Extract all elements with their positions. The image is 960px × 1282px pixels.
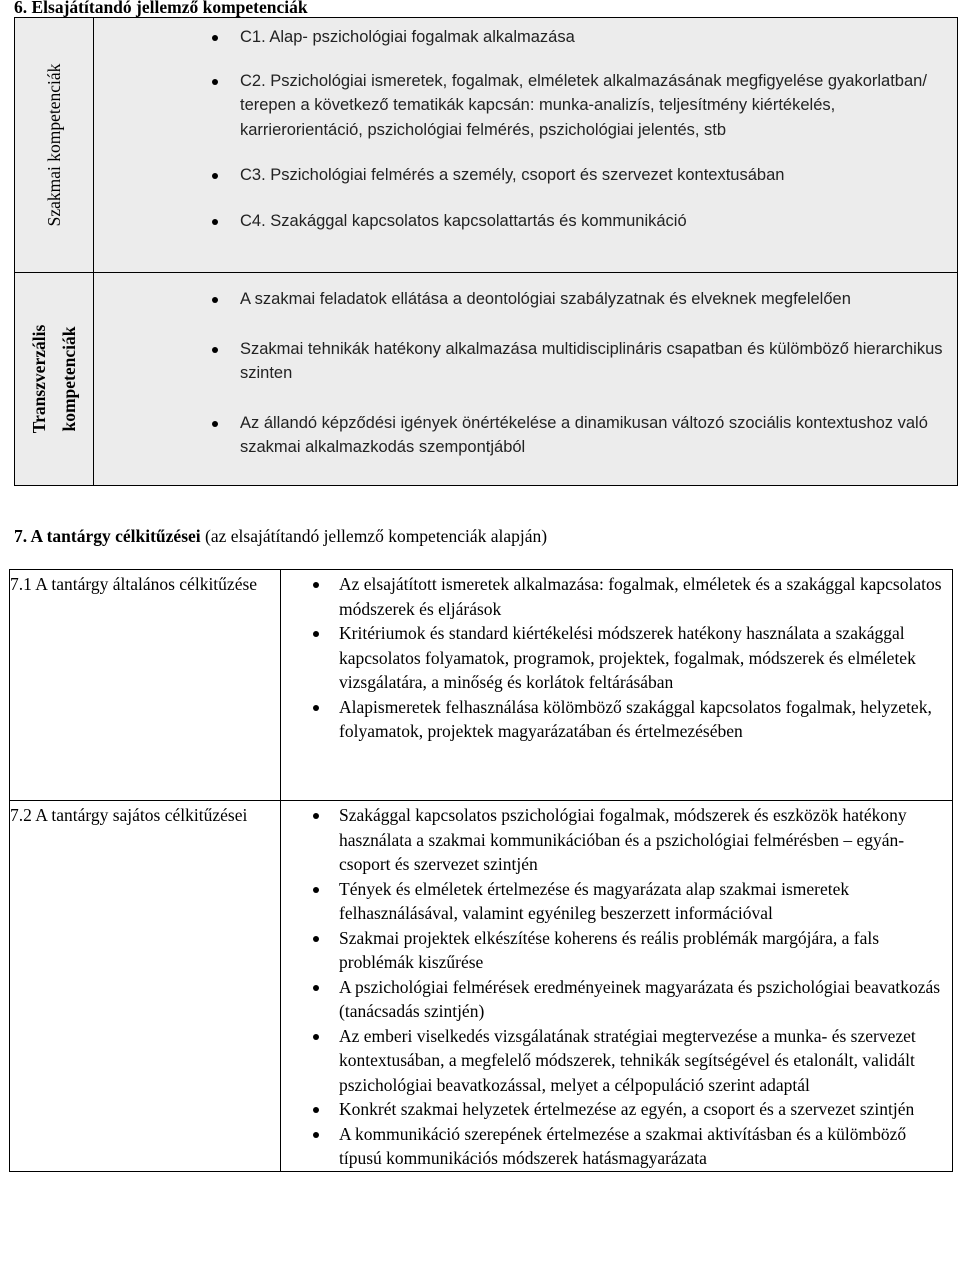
list-item: C3. Pszichológiai felmérés a személy, csoport és szervezet kontextusában	[94, 163, 957, 188]
professional-competencies-label: Szakmai kompetenciák	[44, 63, 64, 227]
transversal-competencies-list	[94, 273, 957, 460]
general-objective-row	[10, 570, 953, 801]
specific-objectives-row	[10, 801, 953, 1172]
professional-competencies-list-cell	[94, 18, 958, 273]
transversal-competencies-label	[24, 324, 84, 433]
transversal-label-cell	[15, 273, 94, 486]
list-item: Szakmai projektek elkészítése koherens és reális problémák margójára, a fals problémák kiszűrése	[281, 926, 952, 975]
section-7-title-bold: 7. A tantárgy célkitűzései	[14, 526, 201, 546]
list-item: C4. Szakággal kapcsolatos kapcsolattartás és kommunikáció	[94, 209, 957, 234]
specific-objectives-list-cell	[281, 801, 953, 1172]
list-item: Alapismeretek felhasználása kölömböző szakággal kapcsolatos fogalmak, helyzetek, folyamatok, projektek magyarázatában és értelmezésében	[281, 695, 952, 744]
section-7-title-rest: (az elsajátítandó jellemző kompetenciák alapján)	[200, 526, 548, 546]
professional-competencies-row	[15, 18, 958, 273]
list-item: C2. Pszichológiai ismeretek, fogalmak, elméletek alkalmazásának megfigyelése gyakorlatban/ terepen a következő tematikák kapcsán: munka-analizís, teljesítmény kiértékelés, karrierorientáció, pszichológiai felmérés, pszichológiai jelentés, stb	[94, 69, 957, 143]
list-item: Kritériumok és standard kiértékelési módszerek hatékony használata a szakággal kapcsolatos folyamatok, programok, projektek, fogalmak, módszerek és elméletek vizsgálatára, a minőség és korlátok feltárásában	[281, 621, 952, 695]
list-item: Szakággal kapcsolatos pszichológiai fogalmak, módszerek és eszközök hatékony használata a szakmai kommunikációban és a pszichológiai felmérésben – egyán- csoport és szervezet szintjén	[281, 803, 952, 877]
competencies-table	[14, 17, 958, 486]
list-item: Konkrét szakmai helyzetek értelmezése az egyén, a csoport és a szervezet szintjén	[281, 1097, 952, 1122]
objectives-table	[9, 569, 953, 1172]
section-6-title: 6. Elsajátítandó jellemző kompetenciák	[14, 0, 308, 17]
professional-label-cell	[15, 18, 94, 273]
transversal-competencies-list-cell	[94, 273, 958, 486]
list-item: C1. Alap- pszichológiai fogalmak alkalmazása	[94, 25, 957, 50]
list-item: Az állandó képződési igények önértékelése a dinamikusan változó szociális kontextushoz való szakmai alkalmazkodás szempontjából	[94, 411, 957, 460]
specific-objectives-label: 7.2 A tantárgy sajátos célkitűzései	[10, 801, 281, 1172]
section-7-title	[14, 526, 547, 547]
list-item: Szakmai tehnikák hatékony alkalmazása multidisciplináris csapatban és külömböző hierarchikus szinten	[94, 337, 957, 386]
general-objective-list-cell	[281, 570, 953, 801]
list-item: A szakmai feladatok ellátása a deontológiai szabályzatnak és elveknek megfelelően	[94, 287, 957, 312]
general-objective-list	[281, 570, 952, 744]
list-item: Az emberi viselkedés vizsgálatának stratégiai megtervezése a munka- és szervezet kontextusában, a megfelelő módszerek, tehnikák segítségével és etalonált, validált pszichológiai beavatkozással, melyet a célpopuláció szerint adaptál	[281, 1024, 952, 1098]
transversal-label-line1: Transzverzális	[29, 324, 49, 434]
specific-objectives-list	[281, 801, 952, 1171]
general-objective-label: 7.1 A tantárgy általános célkitűzése	[10, 570, 281, 801]
transversal-label-line2: kompetenciák	[59, 326, 79, 432]
professional-competencies-list	[94, 18, 957, 233]
transversal-competencies-row	[15, 273, 958, 486]
list-item: Tények és elméletek értelmezése és magyarázata alap szakmai ismeretek felhasználásával, valamint egyénileg beszerzett információval	[281, 877, 952, 926]
list-item: A pszichológiai felmérések eredményeinek magyarázata és pszichológiai beavatkozás (tanácsadás szintjén)	[281, 975, 952, 1024]
list-item: A kommunikáció szerepének értelmezése a szakmai aktivításban és a külömböző típusú kommunikációs módszerek hatásmagyarázata	[281, 1122, 952, 1171]
list-item: Az elsajátított ismeretek alkalmazása: fogalmak, elméletek és a szakággal kapcsolatos módszerek és eljárások	[281, 572, 952, 621]
